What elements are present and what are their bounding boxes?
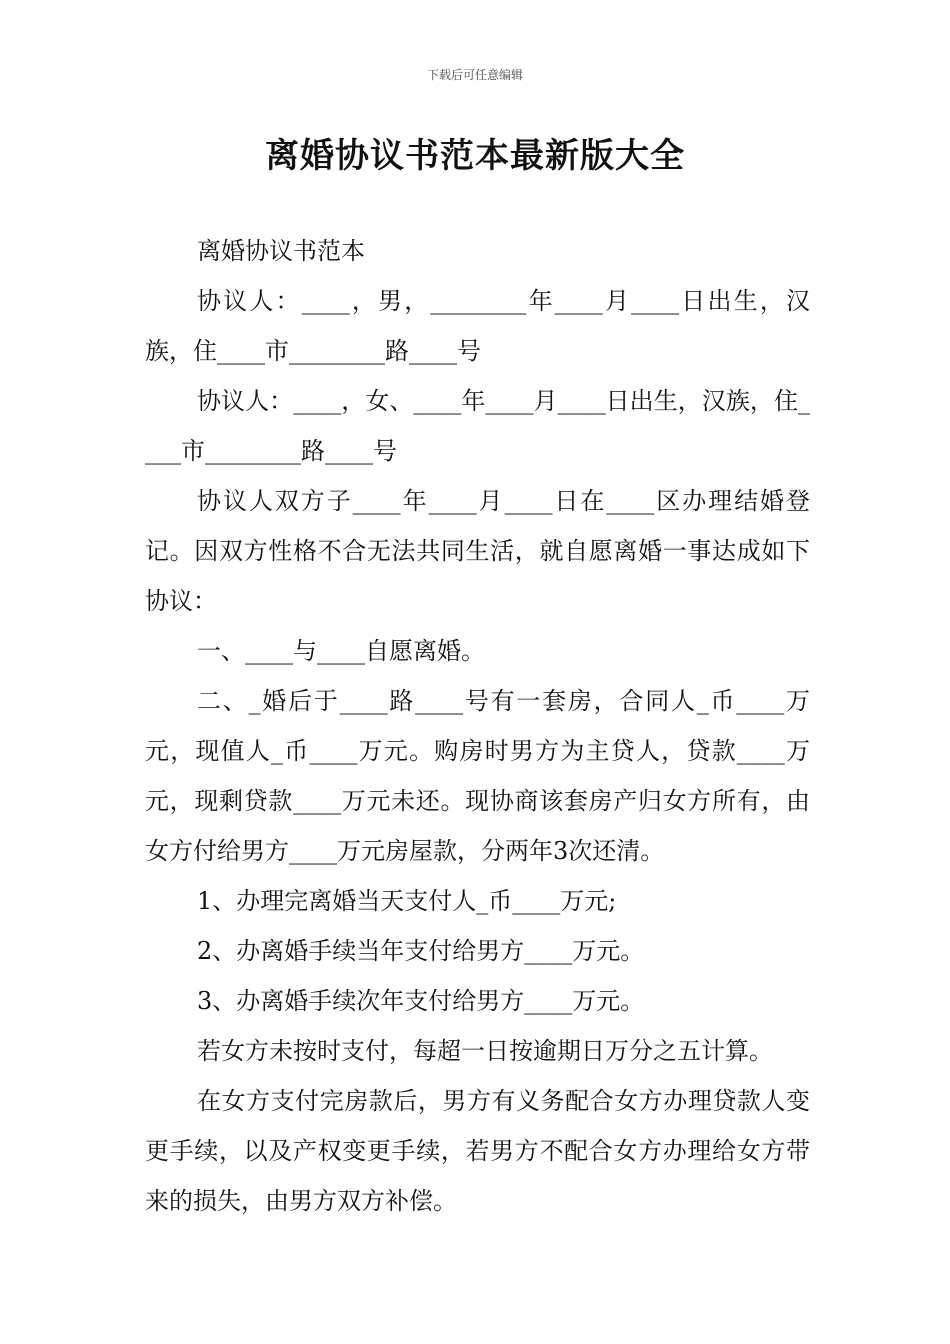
paragraph-subtitle: 离婚协议书范本 [197, 237, 365, 265]
paragraph-payment-3: 3、办离婚手续次年支付给男方____万元。 [197, 987, 645, 1015]
paragraph-party-male: 协议人：____，男，________年____月____日出生，汉族，住____市________路____号 [145, 287, 810, 365]
paragraph-marriage-registration: 协议人双方子____年____月____日在____区办理结婚登记。因双方性格不合无法共同生活，就自愿离婚一事达成如下协议： [145, 487, 810, 615]
paragraph-payment-1: 1、办理完离婚当天支付人_币____万元; [197, 887, 617, 915]
document-title: 离婚协议书范本最新版大全 [265, 136, 685, 176]
paragraph-late-penalty: 若女方未按时支付，每超一日按逾期日万分之五计算。 [197, 1037, 773, 1065]
paragraph-transfer-obligation: 在女方支付完房款后，男方有义务配合女方办理贷款人变更手续，以及产权变更手续，若男方不配合女方办理给女方带来的损失，由男方双方补偿。 [145, 1087, 810, 1215]
page-header-note: 下载后可任意编辑 [426, 68, 523, 82]
paragraph-payment-2: 2、办离婚手续当年支付给男方____万元。 [197, 937, 645, 965]
paragraph-clause-2: 二、_婚后于____路____号有一套房，合同人_币____万元，现值人_币____万元。购房时男方为主贷人，贷款____万元，现剩贷款____万元未还。现协商该套房产归女方所有，由女方付给男方____万元房屋款，分两年3次还清。 [145, 687, 810, 865]
paragraph-party-female: 协议人：____，女、____年____月____日出生，汉族，住____市________路____号 [145, 387, 810, 465]
paragraph-clause-1: 一、____与____自愿离婚。 [197, 637, 485, 665]
document-body [145, 226, 810, 1226]
